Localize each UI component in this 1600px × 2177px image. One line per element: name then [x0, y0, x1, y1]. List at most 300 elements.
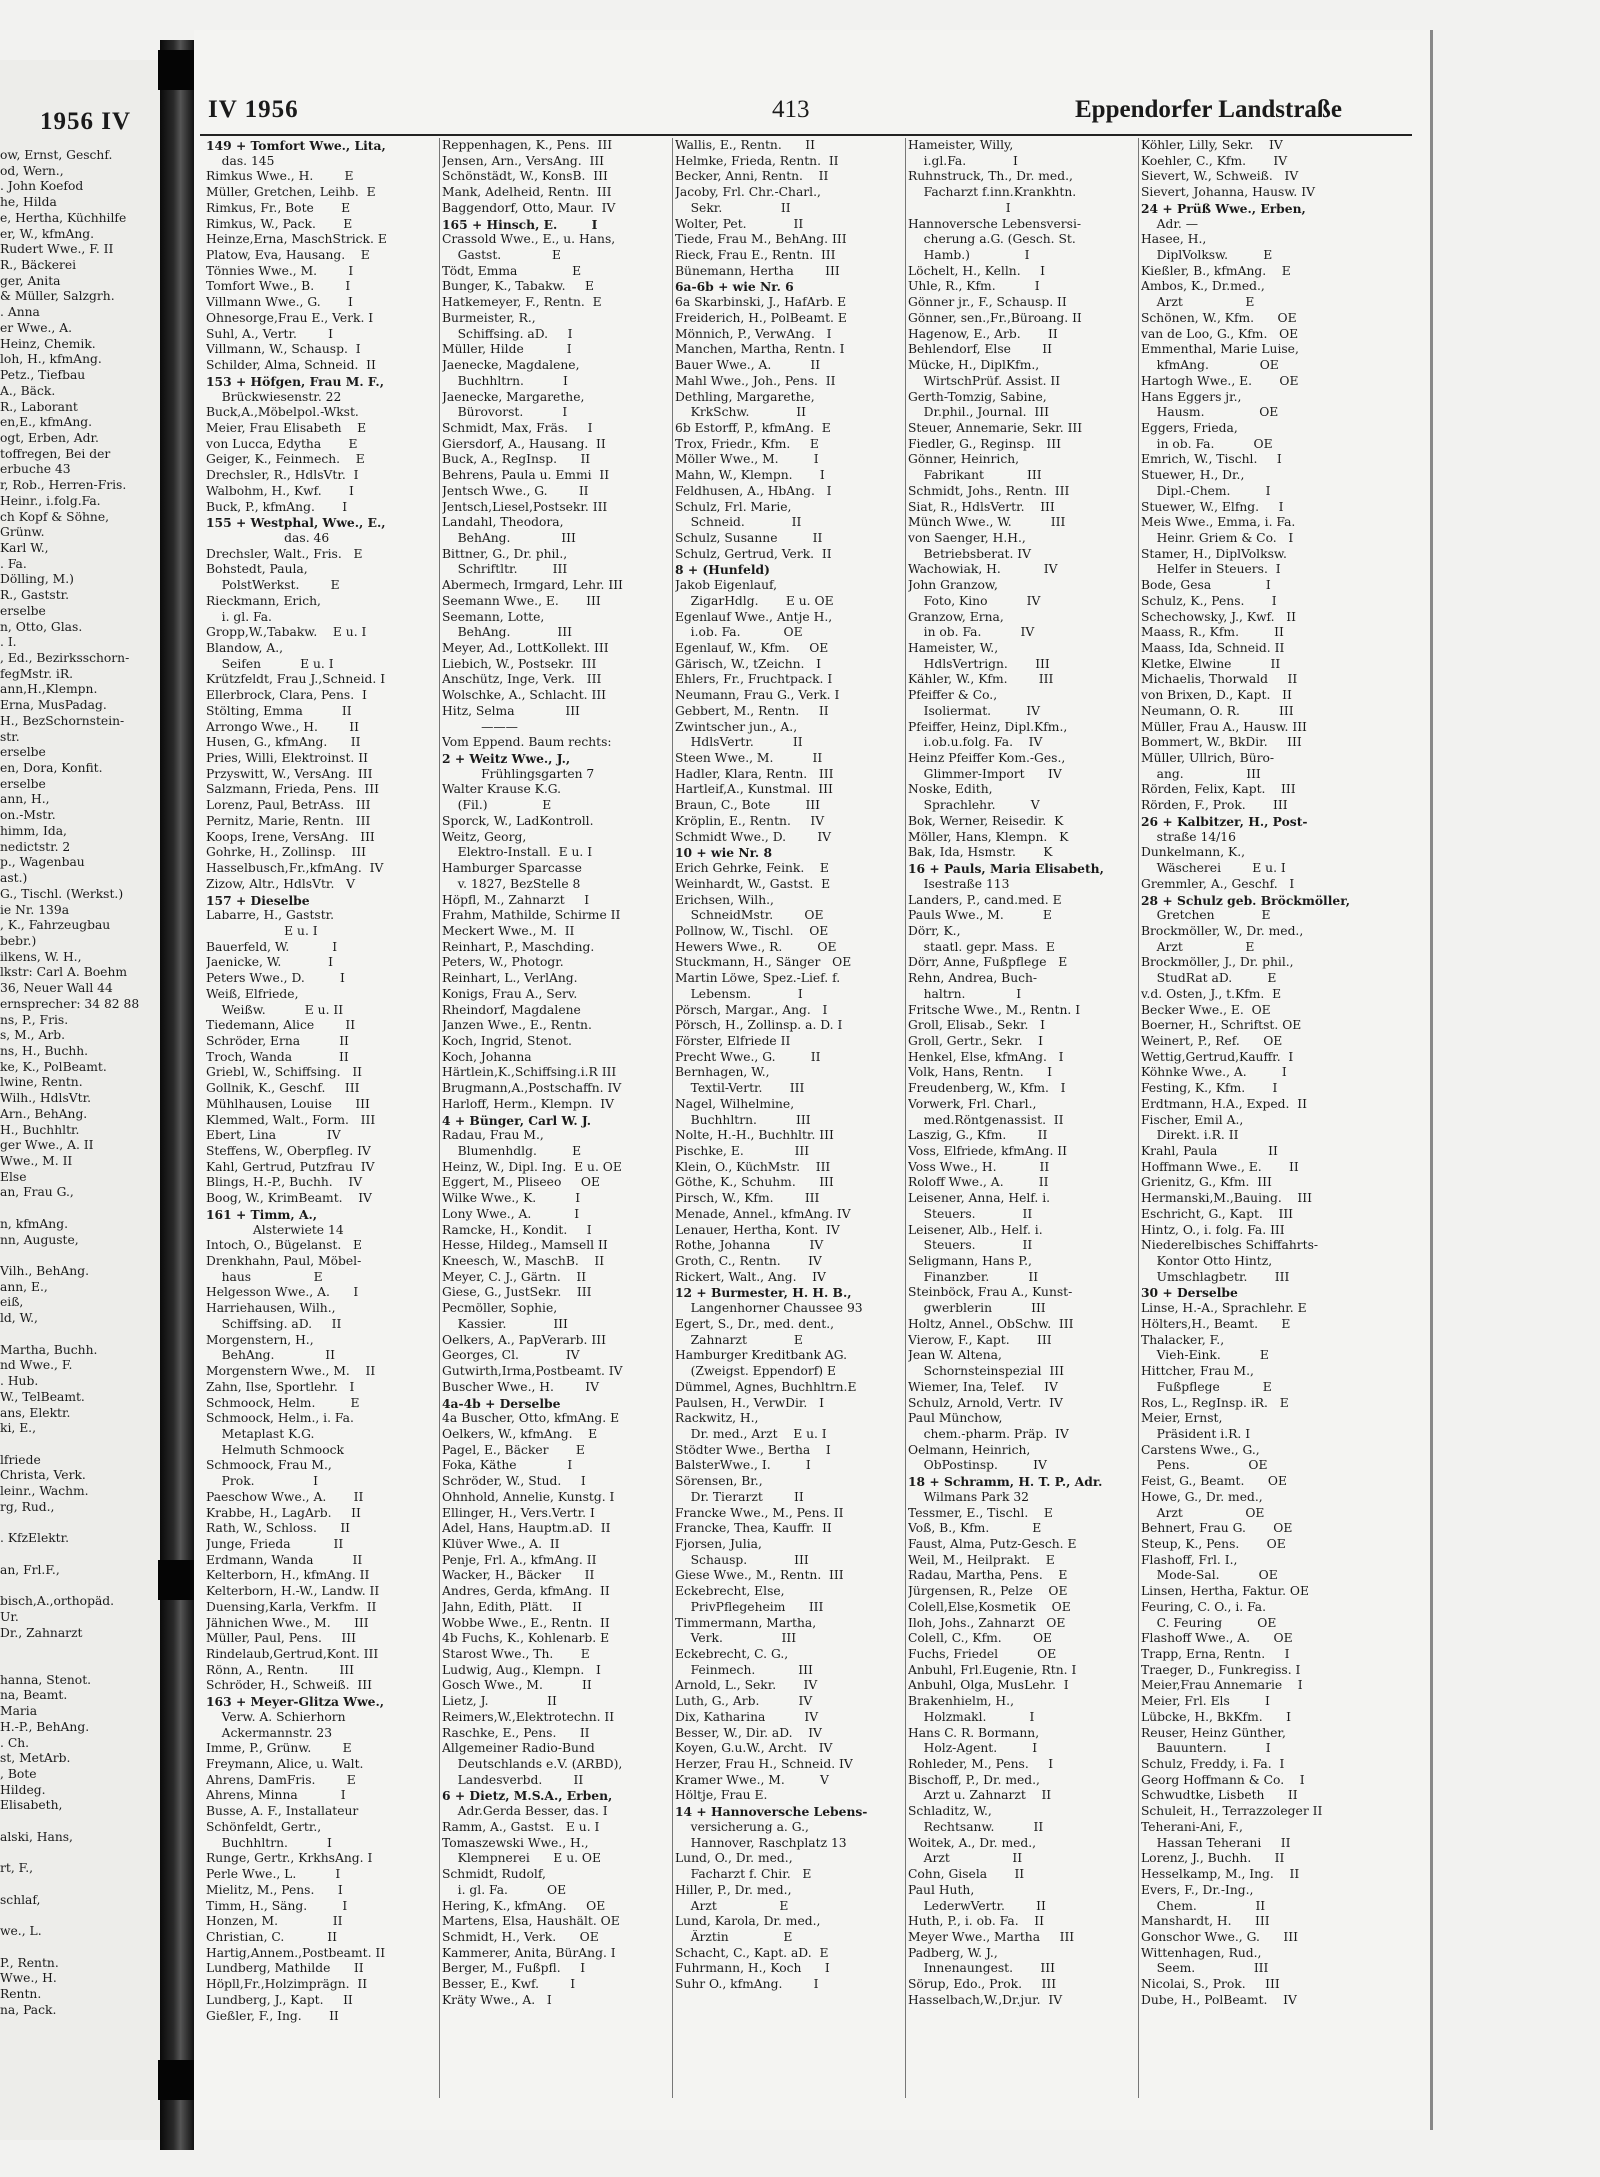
directory-entry: Isoliermat. IV	[908, 703, 1040, 718]
column-separator	[439, 138, 440, 2098]
directory-entry: Schuleit, H., Terrazzoleger II	[1141, 1804, 1323, 1819]
directory-entry: Wacker, H., Bäcker II	[442, 1568, 595, 1583]
directory-entry: Meier, Frl. Els I	[1141, 1694, 1270, 1709]
directory-entry: Kneesch, W., MaschB. II	[442, 1254, 605, 1269]
directory-entry: Landahl, Theodora,	[442, 515, 564, 530]
directory-entry: Helmuth Schmoock	[206, 1442, 344, 1457]
directory-entry: Jürgensen, R., Pelze OE	[908, 1584, 1068, 1599]
directory-entry: Weil, M., Heilprakt. E	[908, 1552, 1055, 1567]
directory-entry: Niederelbisches Schiffahrts-	[1141, 1238, 1319, 1253]
directory-entry: 30 + Derselbe	[1141, 1285, 1238, 1301]
directory-entry: Schmoock, Frau M.,	[206, 1458, 332, 1473]
directory-entry: Nagel, Wilhelmine,	[675, 1096, 795, 1111]
directory-entry: Koyen, G.u.W., Archt. IV	[675, 1741, 833, 1756]
directory-entry: Villmann Wwe., G. I	[206, 295, 353, 310]
directory-entry: Sekr. II	[675, 200, 791, 215]
directory-entry: Morgenstern, H.,	[206, 1332, 314, 1347]
directory-entry: Tomaszewski Wwe., H.,	[442, 1835, 589, 1850]
directory-entry: he, Hilda	[0, 195, 57, 210]
directory-entry: Steen Wwe., M. II	[675, 751, 823, 766]
directory-entry: Bommert, W., BkDir. III	[1141, 735, 1302, 750]
directory-entry: Mahl Wwe., Joh., Pens. II	[675, 373, 836, 388]
directory-entry: Krabbe, H., LagArb. II	[206, 1505, 361, 1520]
directory-entry	[0, 1909, 160, 1925]
directory-entry: Adr.Gerda Besser, das. I	[442, 1804, 608, 1819]
directory-entry: Penje, Frl. A., kfmAng. II	[442, 1552, 597, 1567]
directory-entry: Georges, Cl. IV	[442, 1348, 580, 1363]
directory-entry: Gremmler, A., Geschf. I	[1141, 876, 1295, 891]
directory-entry: Hameister, Willy,	[908, 138, 1014, 152]
directory-entry: Buscher Wwe., H. IV	[442, 1379, 599, 1394]
directory-entry: Emrich, W., Tischl. I	[1141, 452, 1282, 467]
directory-entry: Laszig, G., Kfm. II	[908, 1128, 1048, 1143]
directory-entry: Wilke Wwe., K. I	[442, 1191, 581, 1206]
directory-entry: Holzmakl. I	[908, 1709, 1035, 1724]
directory-entry: Eggert, M., Pliseeo OE	[442, 1175, 600, 1190]
directory-entry: G., Tischl. (Werkst.)	[0, 886, 124, 901]
directory-entry: Gönner jr., F., Schausp. II	[908, 295, 1067, 310]
directory-entry: Arzt u. Zahnarzt II	[908, 1788, 1052, 1803]
directory-entry: Kelterborn, H., kfmAng. II	[206, 1568, 370, 1583]
directory-entry: Ahrens, Minna I	[206, 1788, 346, 1803]
directory-entry	[0, 1248, 160, 1264]
directory-entry: Schulz, Frl. Marie,	[675, 499, 792, 514]
directory-entry: Lenauer, Hertha, Kont. IV	[675, 1222, 840, 1237]
directory-entry: Lietz, J. II	[442, 1694, 557, 1709]
column-separator	[905, 138, 906, 2098]
directory-entry: Fabrikant III	[908, 468, 1042, 483]
directory-entry: Behlendorf, Else II	[908, 342, 1052, 357]
directory-entry: himm, Ida,	[0, 823, 67, 838]
directory-entry	[0, 1940, 160, 1956]
directory-entry: Francke Wwe., M., Pens. II	[675, 1505, 844, 1520]
directory-entry: Wittenhagen, Rud.,	[1141, 1945, 1262, 1960]
directory-entry: Köhnke Wwe., A. I	[1141, 1065, 1287, 1080]
directory-entry: ans, Elektr.	[0, 1405, 71, 1420]
directory-entry: Giese Wwe., M., Rentn. III	[675, 1568, 844, 1583]
directory-entry: das. 46	[206, 530, 330, 545]
directory-entry: Sörensen, Br.,	[675, 1474, 763, 1489]
directory-entry: Jaenecke, Margarethe,	[442, 389, 585, 404]
directory-entry: & Müller, Salzgrh.	[0, 289, 115, 304]
directory-entry: Weiß, Elfriede,	[206, 986, 299, 1001]
directory-entry: Martin Löwe, Spez.-Lief. f.	[675, 971, 841, 986]
directory-entry: Braun, C., Bote III	[675, 798, 821, 813]
directory-entry: Rimkus Wwe., H. E	[206, 169, 354, 184]
directory-entry: nedictstr. 2	[0, 839, 71, 854]
directory-entry: Anschütz, Inge, Verk. III	[442, 672, 602, 687]
directory-entry: Heinr., i.folg.Fa.	[0, 493, 101, 508]
directory-entry: Schmoock, Helm., i. Fa.	[206, 1411, 354, 1426]
directory-entry: 163 + Meyer-Glitza Wwe.,	[206, 1694, 385, 1710]
directory-entry: Burmeister, R.,	[442, 310, 536, 325]
directory-entry: Tödt, Emma E	[442, 263, 582, 278]
directory-entry: ow, Ernst, Geschf.	[0, 148, 113, 162]
directory-entry: Ohnesorge,Frau E., Verk. I	[206, 310, 374, 325]
directory-entry: versicherung a. G.,	[675, 1819, 809, 1834]
directory-entry: Rörden, F., Prok. III	[1141, 798, 1288, 813]
directory-entry: er, W., kfmAng.	[0, 226, 95, 241]
directory-entry: Erichsen, Wilh.,	[675, 892, 774, 907]
directory-entry: Erdtmann, H.A., Exped. II	[1141, 1096, 1307, 1111]
directory-entry: Hasee, H.,	[1141, 232, 1207, 247]
directory-entry: Seemann Wwe., E. III	[442, 593, 601, 608]
directory-entry: Faust, Alma, Putz-Gesch. E	[908, 1536, 1077, 1551]
directory-entry: Förster, Elfriede II	[675, 1033, 791, 1048]
directory-entry: van de Loo, G., Kfm. OE	[1141, 326, 1299, 341]
directory-entry: Hannover, Raschplatz 13	[675, 1835, 847, 1850]
directory-entry: Blumenhdlg. E	[442, 1144, 582, 1158]
directory-entry: Müller, Ullrich, Büro-	[1141, 751, 1275, 766]
directory-entry: Lund, O., Dr. med.,	[675, 1851, 793, 1866]
directory-entry: Elisabeth,	[0, 1798, 63, 1813]
directory-entry: Dr.phil., Journal. III	[908, 405, 1049, 420]
directory-entry: Ramm, A., Gastst. E u. I	[442, 1819, 600, 1834]
directory-entry: Metaplast K.G.	[206, 1426, 315, 1441]
directory-entry: 4a Buscher, Otto, kfmAng. E	[442, 1411, 620, 1426]
directory-entry: Alsterwiete 14	[206, 1222, 344, 1237]
directory-entry: Hameister, W.,	[908, 641, 999, 655]
directory-entry: Christian, C. II	[206, 1929, 337, 1944]
directory-entry: Paulsen, H., VerwDir. I	[675, 1395, 824, 1410]
directory-entry: Hamburger Sparcasse	[442, 861, 582, 876]
directory-entry: Ahrens, DamFris. E	[206, 1772, 356, 1787]
directory-entry: Dümmel, Agnes, Buchhltrn.E	[675, 1379, 857, 1394]
directory-entry: Pörsch, Margar., Ang. I	[675, 1002, 828, 1017]
directory-entry: Woitek, A., Dr. med.,	[908, 1835, 1037, 1850]
directory-entry: Mönnich, P., VerwAng. I	[675, 326, 832, 341]
directory-entry	[0, 1814, 160, 1830]
directory-entry: loh, H., kfmAng.	[0, 352, 102, 367]
directory-entry: Dunkelmann, K.,	[1141, 845, 1246, 860]
directory-entry: Uhle, R., Kfm. I	[908, 279, 1040, 294]
directory-entry	[0, 1437, 160, 1453]
directory-entry: Vieh-Eink. E	[1141, 1348, 1269, 1363]
directory-entry: Wiemer, Ina, Telef. IV	[908, 1379, 1058, 1394]
directory-entry: ger Wwe., A. II	[0, 1138, 94, 1153]
directory-entry: Höltje, Frau E.	[675, 1788, 768, 1803]
directory-entry: Gonschor Wwe., G. III	[1141, 1929, 1298, 1944]
directory-entry	[0, 1516, 160, 1532]
directory-entry: Jahn, Edith, Plätt. II	[442, 1599, 582, 1614]
directory-entry: Schönstädt, W., KonsB. III	[442, 169, 608, 184]
directory-entry: Labarre, H., Gaststr.	[206, 908, 335, 923]
directory-entry: Klempnerei E u. OE	[442, 1851, 601, 1866]
directory-entry: Ehlers, Fr., Fruchtpack. I	[675, 672, 833, 687]
directory-entry: Rieckmann, Erich,	[206, 593, 321, 608]
directory-entry: Paul Münchow,	[908, 1411, 1003, 1426]
directory-entry: Weinert, P., Ref. OE	[1141, 1033, 1283, 1048]
directory-entry: . Hub.	[0, 1374, 39, 1389]
directory-entry: Heinz Pfeiffer Kom.-Ges.,	[908, 751, 1066, 766]
directory-entry: Hamb.) I	[908, 248, 1030, 263]
directory-entry: Lundberg, J., Kapt. II	[206, 1992, 353, 2007]
directory-entry: ann, H.,	[0, 792, 50, 807]
directory-entry: Reuser, Heinz Günther,	[1141, 1725, 1286, 1740]
right-page-year-header: IV 1956	[208, 96, 299, 123]
directory-entry: Hintz, O., i. folg. Fa. III	[1141, 1222, 1285, 1237]
directory-entry: PolstWerkst. E	[206, 578, 340, 593]
directory-entry: ernsprecher: 34 82 88	[0, 996, 140, 1011]
directory-entry: Hartogh Wwe., E. OE	[1141, 373, 1299, 388]
directory-entry: 16 + Pauls, Maria Elisabeth,	[908, 861, 1104, 877]
directory-entry: ilkens, W. H.,	[0, 949, 82, 964]
directory-entry: Ruhnstruck, Th., Dr. med.,	[908, 169, 1073, 184]
directory-entry: med.Röntgenassist. II	[908, 1112, 1064, 1127]
directory-entry: Müller, Paul, Pens. III	[206, 1631, 356, 1646]
directory-entry: Wilh., HdlsVtr.	[0, 1091, 92, 1106]
directory-entry: erbuche 43	[0, 462, 71, 477]
directory-entry: 12 + Burmester, H. H. B.,	[675, 1285, 852, 1301]
directory-entry: Mank, Adelheid, Rentn. III	[442, 185, 612, 200]
directory-entry: Hans Eggers jr.,	[1141, 389, 1242, 404]
directory-entry: Jentsch,Liesel,Postsekr. III	[442, 499, 608, 514]
directory-entry: Colell, C., Kfm. OE	[908, 1631, 1053, 1646]
directory-entry: , Bote	[0, 1767, 37, 1782]
directory-entry: Sievert, Johanna, Hausw. IV	[1141, 185, 1315, 200]
directory-entry: C. Feuring OE	[1141, 1615, 1277, 1630]
directory-entry: Grienitz, G., Kfm. III	[1141, 1175, 1272, 1190]
directory-entry: das. 145	[206, 153, 275, 168]
directory-entry: Landers, P., cand.med. E	[908, 892, 1062, 907]
directory-entry: Zizow, Altr., HdlsVtr. V	[206, 876, 355, 891]
directory-entry: Martha, Buchh.	[0, 1342, 98, 1357]
directory-entry: ke, K., PolBeamt.	[0, 1059, 107, 1074]
directory-entry: Seligmann, Hans P.,	[908, 1254, 1032, 1269]
directory-entry: Pörsch, H., Zollinsp. a. D. I	[675, 1018, 843, 1033]
directory-entry: Hering, K., kfmAng. OE	[442, 1898, 606, 1913]
directory-entry: Behrens, Paula u. Emmi II	[442, 468, 610, 483]
directory-entry: Cohn, Gisela II	[908, 1867, 1025, 1882]
gutter-band	[158, 2060, 196, 2100]
directory-entry: str.	[0, 729, 20, 744]
directory-entry: SchneidMstr. OE	[675, 908, 824, 923]
directory-entry: . Ch.	[0, 1735, 30, 1750]
directory-entry: H.-P., BehAng.	[0, 1719, 90, 1734]
directory-entry: schlaf,	[0, 1892, 41, 1907]
directory-entry: Gönner, sen.,Fr.,Büroang. II	[908, 310, 1082, 325]
directory-entry: 165 + Hinsch, E. I	[442, 216, 598, 232]
directory-entry: Mücke, H., DiplKfm.,	[908, 358, 1040, 373]
directory-entry: Carstens Wwe., G.,	[1141, 1442, 1260, 1457]
directory-entry: von Lucca, Edytha E	[206, 436, 358, 451]
directory-entry: Pfeiffer, Heinz, Dipl.Kfm.,	[908, 719, 1068, 734]
directory-entry: Bok, Werner, Reisedir. K	[908, 813, 1064, 828]
directory-entry: Lund, Karola, Dr. med.,	[675, 1914, 821, 1929]
directory-entry: Buck,A.,Möbelpol.-Wkst.	[206, 405, 359, 420]
directory-entry: Rieck, Frau E., Rentn. III	[675, 248, 836, 263]
directory-entry: Schmidt, Rudolf,	[442, 1867, 546, 1882]
directory-entry: Sörup, Edo., Prok. III	[908, 1977, 1057, 1992]
directory-entry: Deutschlands e.V. (ARBD),	[442, 1757, 623, 1772]
directory-entry: od, Wern.,	[0, 163, 64, 178]
directory-entry: Weinhardt, W., Gastst. E	[675, 876, 831, 891]
directory-entry: ObPostinsp. IV	[908, 1458, 1047, 1473]
directory-entry: Schwudtke, Lisbeth II	[1141, 1788, 1298, 1803]
directory-entry: Kontor Otto Hintz,	[1141, 1254, 1273, 1269]
directory-entry: Meyer, C. J., Gärtn. II	[442, 1269, 587, 1284]
directory-entry: ast.)	[0, 871, 28, 886]
directory-entry: Trox, Friedr., Kfm. E	[675, 436, 819, 451]
directory-entry: we., L.	[0, 1924, 42, 1939]
directory-entry: Holtz, Annel., ObSchw. III	[908, 1316, 1074, 1331]
directory-entry: Bünemann, Hertha III	[675, 263, 840, 278]
directory-entry: Martens, Elsa, Haushält. OE	[442, 1914, 620, 1929]
directory-entry: ns, H., Buchh.	[0, 1043, 89, 1058]
directory-entry: Ramcke, H., Kondit. I	[442, 1222, 592, 1237]
directory-entry: Kammerer, Anita, BürAng. I	[442, 1945, 616, 1960]
directory-entry: Arrongo Wwe., H. II	[206, 719, 359, 734]
directory-entry: Möller, Hans, Klempn. K	[908, 829, 1069, 844]
directory-entry: Pernitz, Marie, Rentn. III	[206, 813, 371, 828]
directory-entry: rg, Rud.,	[0, 1499, 55, 1514]
directory-entry: 36, Neuer Wall 44	[0, 981, 113, 996]
directory-entry: an, Frl.F.,	[0, 1562, 60, 1577]
directory-entry: Meier, Frau Elisabeth E	[206, 420, 367, 435]
directory-entry: Zahnarzt E	[675, 1332, 803, 1347]
directory-entry: Verw. A. Schierhorn	[206, 1709, 346, 1724]
directory-entry: e, Hertha, Küchhilfe	[0, 210, 127, 225]
directory-entry: HdlsVertrign. III	[908, 656, 1050, 671]
directory-entry: Fuhrmann, H., Koch I	[675, 1961, 830, 1976]
directory-entry: . Anna	[0, 305, 40, 320]
directory-entry: Freiderich, H., PolBeamt. E	[675, 310, 847, 325]
directory-entry: ch Kopf & Söhne,	[0, 509, 110, 524]
directory-entry: Pirsch, W., Kfm. III	[675, 1191, 820, 1206]
directory-entry: Andres, Gerda, kfmAng. II	[442, 1584, 610, 1599]
directory-entry: Schulz, Gertrud, Verk. II	[675, 546, 832, 561]
directory-entry: Tessmer, E., Tischl. E	[908, 1505, 1053, 1520]
directory-entry: Jacoby, Frl. Chr.-Charl.,	[675, 185, 821, 200]
directory-entry: Göthe, K., Schuhm. III	[675, 1175, 834, 1190]
directory-entry: Wolter, Pet. II	[675, 216, 804, 231]
directory-entry: Egert, S., Dr., med. dent.,	[675, 1316, 835, 1331]
directory-entry: . Fa.	[0, 556, 27, 571]
directory-entry: ki, E.,	[0, 1421, 36, 1436]
directory-entry: ann,H.,Klempn.	[0, 682, 98, 697]
directory-entry: Rickert, Walt., Ang. IV	[675, 1269, 826, 1284]
directory-entry: Ambos, K., Dr.med.,	[1141, 279, 1265, 294]
directory-entry: v.d. Osten, J., t.Kfm. E	[1141, 986, 1282, 1001]
directory-entry: 14 + Hannoversche Lebens-	[675, 1804, 868, 1820]
directory-entry: Erna, MusPadag.	[0, 698, 107, 713]
directory-entry: BehAng. III	[442, 625, 572, 640]
directory-entry: PrivPflegeheim III	[675, 1599, 824, 1614]
directory-entry: Foka, Käthe I	[442, 1458, 573, 1473]
directory-entry: Arzt OE	[1141, 1505, 1265, 1520]
directory-entry: Radau, Martha, Pens. E	[908, 1568, 1068, 1583]
directory-entry: Kießler, B., kfmAng. E	[1141, 263, 1291, 278]
directory-entry: 10 + wie Nr. 8	[675, 845, 773, 861]
directory-entry: Giersdorf, A., Hausang. II	[442, 436, 606, 451]
directory-entry: Gohrke, H., Zollinsp. III	[206, 845, 366, 860]
directory-entry: Frühlingsgarten 7	[442, 766, 595, 781]
directory-entry: Baggendorf, Otto, Maur. IV	[442, 200, 616, 215]
directory-entry: Koch, Johanna	[442, 1049, 532, 1064]
directory-entry: Manshardt, H. III	[1141, 1914, 1270, 1929]
directory-entry: Boog, W., KrimBeamt. IV	[206, 1191, 372, 1206]
directory-entry: Mode-Sal. OE	[1141, 1568, 1278, 1583]
directory-entry: 24 + Prüß Wwe., Erben,	[1141, 200, 1306, 216]
directory-entry: Rackwitz, H.,	[675, 1411, 759, 1426]
directory-entry: bisch,A.,orthopäd.	[0, 1594, 115, 1609]
directory-entry: Arn., BehAng.	[0, 1106, 88, 1121]
directory-entry: Voss Wwe., H. II	[908, 1159, 1050, 1174]
directory-entry: Schmidt Wwe., D. IV	[675, 829, 832, 844]
directory-entry: Pollnow, W., Tischl. OE	[675, 923, 829, 938]
directory-entry: Frahm, Mathilde, Schirme II	[442, 908, 621, 923]
directory-entry: Vom Eppend. Baum rechts:	[442, 735, 612, 750]
directory-entry: Rehn, Andrea, Buch-	[908, 971, 1038, 986]
directory-entry: 4b Fuchs, K., Kohlenarb. E	[442, 1631, 610, 1646]
directory-entry: i. gl. Fa. OE	[442, 1882, 567, 1897]
directory-entry: KrkSchw. II	[675, 405, 806, 420]
directory-entry: Ros, L., RegInsp. iR. E	[1141, 1395, 1289, 1410]
directory-entry: Eschricht, G., Kapt. III	[1141, 1206, 1294, 1221]
directory-entry: Hartig,Annem.,Postbeamt. II	[206, 1945, 386, 1960]
directory-entry: Dörr, Anne, Fußpflege E	[908, 955, 1068, 970]
directory-entry: Dix, Katharina IV	[675, 1709, 819, 1724]
directory-entry: Honzen, M. II	[206, 1914, 343, 1929]
directory-entry: Becker, Anni, Rentn. II	[675, 169, 829, 184]
directory-entry: Precht Wwe., G. II	[675, 1049, 821, 1064]
directory-entry: erselbe	[0, 745, 46, 760]
directory-entry: Kelterborn, H.-W., Landw. II	[206, 1584, 380, 1599]
directory-entry	[0, 1846, 160, 1862]
gutter-band	[158, 1560, 196, 1600]
directory-entry: Feldhusen, A., HbAng. I	[675, 483, 832, 498]
directory-entry: Suhl, A., Vertr. I	[206, 326, 334, 341]
directory-entry: Tiede, Frau M., BehAng. III	[675, 232, 847, 247]
directory-entry: Platow, Eva, Hausang. E	[206, 248, 370, 263]
directory-entry: Schröder, Erna II	[206, 1033, 349, 1048]
directory-entry: in ob. Fa. OE	[1141, 436, 1273, 451]
directory-entry: Hesselkamp, M., Ing. II	[1141, 1867, 1300, 1882]
directory-entry: 161 + Timm, A.,	[206, 1206, 318, 1222]
directory-entry: Nicolai, S., Prok. III	[1141, 1977, 1280, 1992]
directory-entry: Gönner, Heinrich,	[908, 452, 1020, 467]
directory-entry: Rechtsanw. II	[908, 1819, 1044, 1834]
directory-entry: Holz-Agent. I	[908, 1741, 1038, 1756]
directory-entry: Ellinger, H., Vers.Vertr. I	[442, 1505, 595, 1520]
directory-entry: 4a-4b + Derselbe	[442, 1395, 561, 1411]
directory-entry: HdlsVertr. II	[675, 735, 803, 750]
directory-entry: Bischoff, P., Dr. med.,	[908, 1772, 1040, 1787]
directory-entry: Besser, E., Kwf. I	[442, 1977, 576, 1992]
directory-entry: Perle Wwe., L. I	[206, 1867, 341, 1882]
directory-entry: Steup, K., Pens. OE	[1141, 1536, 1286, 1551]
street-title: Eppendorfer Landstraße	[1075, 96, 1342, 123]
directory-entry: Traeger, D., Funkregiss. I	[1141, 1662, 1301, 1677]
directory-entry: Manchen, Martha, Rentn. I	[675, 342, 845, 357]
directory-entry: Landesverbd. II	[442, 1772, 584, 1787]
directory-entry: 28 + Schulz geb. Bröckmöller,	[1141, 892, 1351, 908]
directory-entry: n, Otto, Glas.	[0, 619, 83, 634]
directory-entry	[0, 1327, 160, 1343]
directory-entry: Ärztin E	[675, 1929, 793, 1944]
directory-entry: Husen, G., kfmAng. II	[206, 735, 361, 750]
directory-entry: Bohstedt, Paula,	[206, 562, 308, 577]
directory-entry: 6b Estorff, P., kfmAng. E	[675, 420, 831, 435]
directory-entry: Francke, Thea, Kauffr. II	[675, 1521, 832, 1536]
directory-entry: ZigarHdlg. E u. OE	[675, 593, 834, 608]
directory-column-3	[675, 138, 903, 2108]
directory-entry: Heinz, Chemik.	[0, 336, 96, 351]
directory-entry: Hasselbusch,Fr.,kfmAng. IV	[206, 861, 384, 876]
directory-entry: Gerth-Tomzig, Sabine,	[908, 389, 1047, 404]
directory-entry: Gießler, F., Ing. II	[206, 2008, 339, 2023]
directory-entry: Erdmann, Wanda II	[206, 1552, 363, 1567]
